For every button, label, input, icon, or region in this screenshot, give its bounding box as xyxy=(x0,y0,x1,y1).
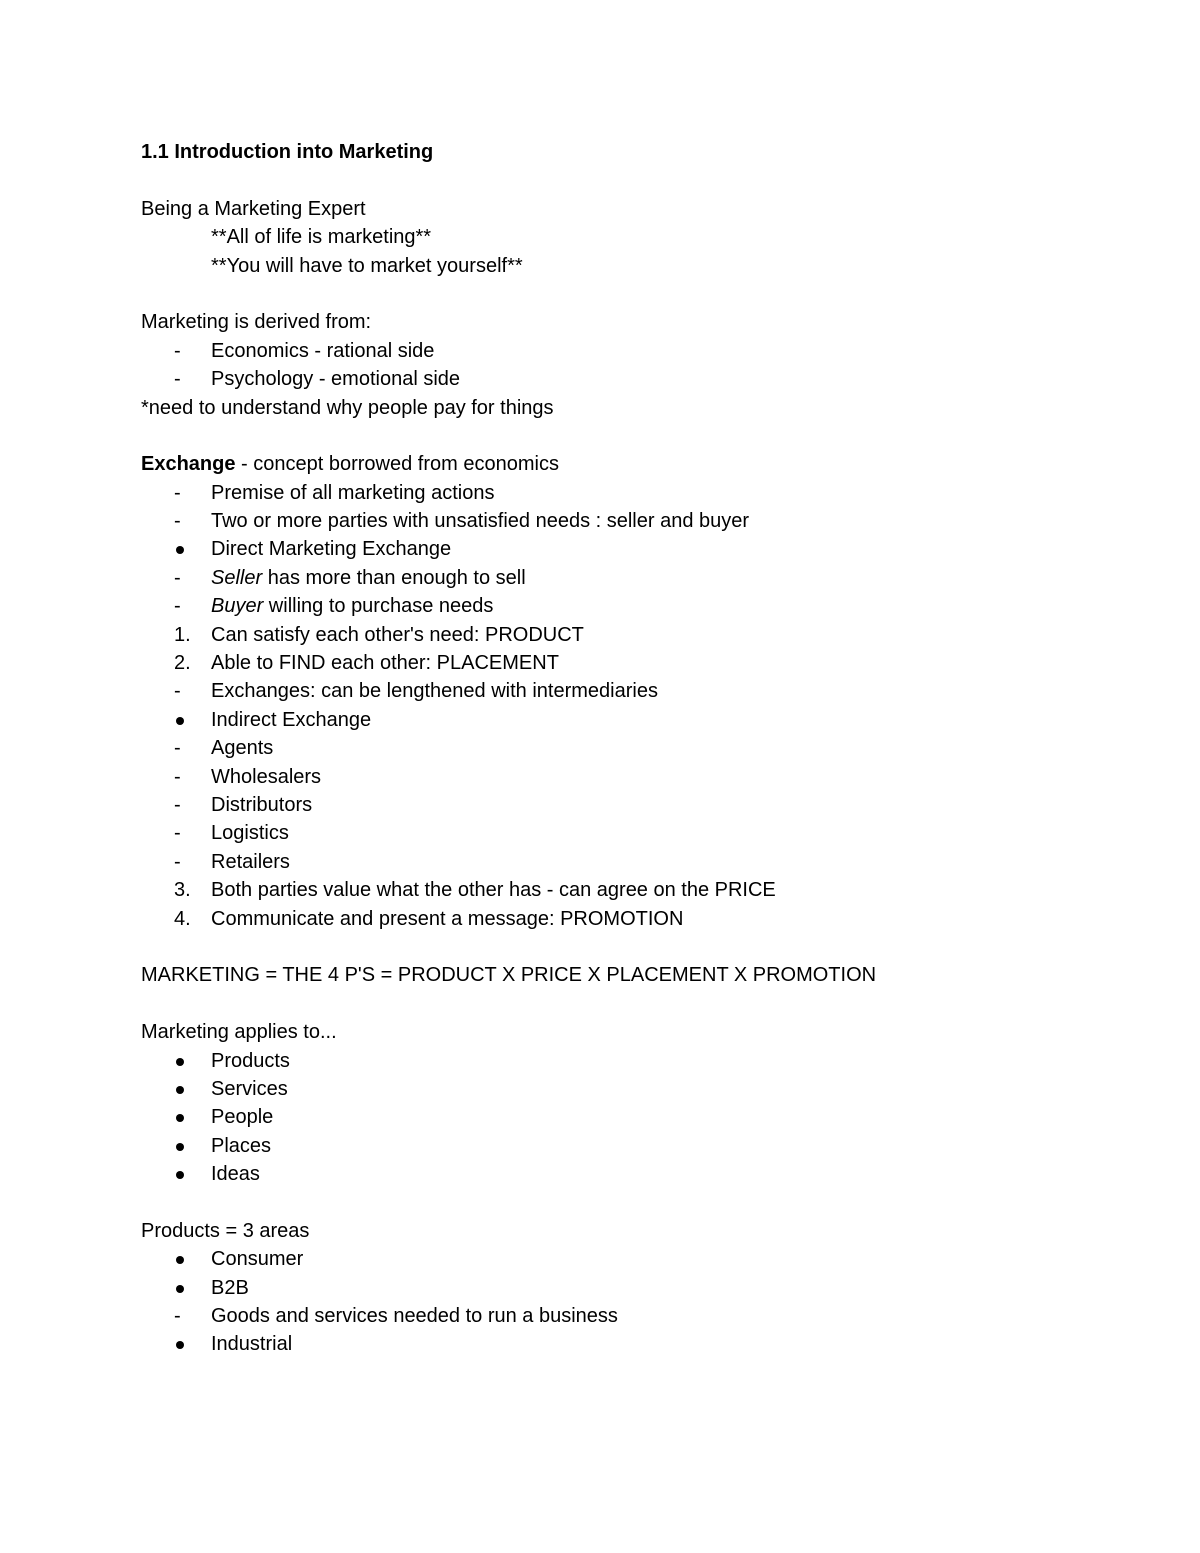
spacer xyxy=(141,280,1141,308)
list-item-text: Consumer xyxy=(211,1248,304,1271)
dash-marker xyxy=(174,564,202,592)
list-item-text: Wholesalers xyxy=(211,765,322,788)
section-heading-derived: Marketing is derived from: xyxy=(141,311,372,334)
dash-marker xyxy=(174,592,202,620)
list-item xyxy=(141,1274,1141,1302)
dash-marker xyxy=(174,337,202,365)
list-item-text: Can satisfy each other's need: PRODUCT xyxy=(211,623,584,646)
list-item xyxy=(141,365,1141,393)
list-item-text: Able to FIND each other: PLACEMENT xyxy=(211,652,559,675)
list-item-text: has more than enough to sell xyxy=(262,566,526,589)
dash-marker xyxy=(174,819,202,847)
list-item-text: Industrial xyxy=(211,1333,293,1356)
note-why-people-pay: *need to understand why people pay for things xyxy=(141,396,554,419)
spacer xyxy=(141,166,1141,194)
spacer xyxy=(141,933,1141,961)
list-item xyxy=(141,819,1141,847)
list-item-text: People xyxy=(211,1106,274,1129)
list-item xyxy=(141,848,1141,876)
section-heading-products: Products = 3 areas xyxy=(141,1219,310,1242)
products-list xyxy=(141,1245,1141,1359)
number-marker: 1. xyxy=(174,623,191,646)
dash-marker xyxy=(174,507,202,535)
dash-marker xyxy=(174,479,202,507)
bullet-dot xyxy=(176,1285,184,1293)
number-marker: 4. xyxy=(174,907,191,930)
bullet-dot xyxy=(176,1143,184,1151)
list-item xyxy=(141,479,1141,507)
dash-marker xyxy=(174,365,202,393)
list-item xyxy=(141,649,1141,677)
list-item-text: Distributors xyxy=(211,793,313,816)
four-ps-formula: MARKETING = THE 4 P'S = PRODUCT X PRICE X PLACEMENT X PROMOTION xyxy=(141,964,877,987)
bullet-dot xyxy=(176,1256,184,1264)
exchange-term: Exchange xyxy=(141,453,236,476)
list-item xyxy=(141,1075,1141,1103)
exchange-definition xyxy=(141,450,1141,478)
list-item-text: Agents xyxy=(211,737,274,760)
list-item-text: Indirect Exchange xyxy=(211,708,372,731)
bullet-dot xyxy=(176,1171,184,1179)
list-item-text: Premise of all marketing actions xyxy=(211,481,495,504)
list-item-text: Communicate and present a message: PROMOTION xyxy=(211,907,684,930)
list-item-text: Services xyxy=(211,1077,288,1100)
list-item xyxy=(141,1330,1141,1358)
bullet-dot xyxy=(176,1086,184,1094)
list-item xyxy=(141,535,1141,563)
list-item xyxy=(141,876,1141,904)
list-item xyxy=(141,1103,1141,1131)
bullet-dot xyxy=(176,1058,184,1066)
list-item xyxy=(141,1047,1141,1075)
list-item-text: Products xyxy=(211,1049,290,1072)
bullet-dot xyxy=(176,1114,184,1122)
bullet-dot xyxy=(176,546,184,554)
dash-marker xyxy=(174,677,202,705)
dash-marker xyxy=(174,763,202,791)
list-item-text: Ideas xyxy=(211,1163,260,1186)
list-item-text: willing to purchase needs xyxy=(263,595,494,618)
list-item-text: B2B xyxy=(211,1276,249,1299)
bullet-dot xyxy=(176,1341,184,1349)
list-item xyxy=(141,734,1141,762)
list-item xyxy=(141,592,1141,620)
document-page xyxy=(141,138,1141,1359)
dash-marker xyxy=(174,791,202,819)
list-item xyxy=(141,337,1141,365)
list-item xyxy=(141,905,1141,933)
bullet-dot xyxy=(176,717,184,725)
list-item-text: Psychology - emotional side xyxy=(211,368,461,391)
list-item xyxy=(141,1132,1141,1160)
note-life-is-marketing: **All of life is marketing** xyxy=(211,226,432,249)
dash-marker xyxy=(174,848,202,876)
list-item-text: Places xyxy=(211,1134,272,1157)
emphasized-term: Seller xyxy=(211,566,263,589)
spacer xyxy=(141,1188,1141,1216)
spacer xyxy=(141,990,1141,1018)
spacer xyxy=(141,422,1141,450)
document-title: 1.1 Introduction into Marketing xyxy=(141,141,434,163)
list-item xyxy=(141,791,1141,819)
list-item xyxy=(141,564,1141,592)
dash-marker xyxy=(174,734,202,762)
dash-marker xyxy=(174,1302,202,1330)
list-item-text: Logistics xyxy=(211,822,289,845)
section-heading-expert: Being a Marketing Expert xyxy=(141,197,366,220)
list-item xyxy=(141,763,1141,791)
list-item-text: Retailers xyxy=(211,850,290,873)
list-item-text: Two or more parties with unsatisfied needs : seller and buyer xyxy=(211,510,750,533)
list-item xyxy=(141,677,1141,705)
list-item-text: Direct Marketing Exchange xyxy=(211,538,452,561)
list-item-text: Economics - rational side xyxy=(211,339,435,362)
number-marker: 3. xyxy=(174,879,191,902)
note-market-yourself: **You will have to market yourself** xyxy=(211,254,523,277)
list-item-text: Exchanges: can be lengthened with intermediaries xyxy=(211,680,658,703)
list-item-text: Goods and services needed to run a business xyxy=(211,1305,618,1328)
exchange-definition-text: - concept borrowed from economics xyxy=(235,453,559,476)
list-item-text: Both parties value what the other has - can agree on the PRICE xyxy=(211,879,776,902)
section-heading-applies: Marketing applies to... xyxy=(141,1021,337,1044)
list-item xyxy=(141,1302,1141,1330)
list-item xyxy=(141,621,1141,649)
list-item xyxy=(141,706,1141,734)
list-item xyxy=(141,1160,1141,1188)
applies-list xyxy=(141,1047,1141,1189)
list-item xyxy=(141,1245,1141,1273)
number-marker: 2. xyxy=(174,652,191,675)
exchange-list xyxy=(141,479,1141,933)
list-item xyxy=(141,507,1141,535)
emphasized-term: Buyer xyxy=(211,595,264,618)
